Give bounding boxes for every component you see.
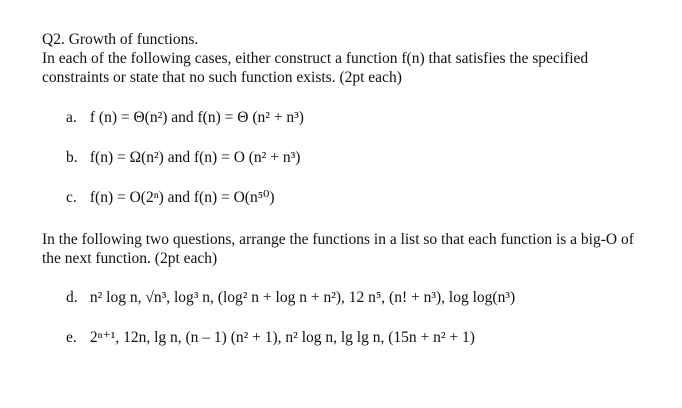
question-intro-line-2: constraints or state that no such function exists. (2pt each) <box>42 69 402 86</box>
item-label: c. <box>66 189 77 206</box>
ordering-instructions-line-1: In the following two questions, arrange the functions in a list so that each function is a big-O of <box>42 231 634 248</box>
ordering-item-d <box>66 288 515 308</box>
item-text: 2ⁿ⁺¹, 12n, lg n, (n – 1) (n² + 1), n² log n, lg lg n, (15n + n² + 1) <box>89 329 475 346</box>
item-label: b. <box>66 149 78 166</box>
item-text: f(n) = O(2ⁿ) and f(n) = O(n⁵⁰) <box>89 189 275 206</box>
constraint-item-c <box>66 188 275 208</box>
ordering-item-e <box>66 328 475 348</box>
question-intro-line-1: In each of the following cases, either construct a function f(n) that satisfies the specified <box>42 50 589 67</box>
question-heading: Q2. Growth of functions. <box>42 31 199 48</box>
constraint-item-b <box>66 148 300 168</box>
item-text: f (n) = Θ(n²) and f(n) = Θ (n² + n³) <box>89 109 304 126</box>
item-label: a. <box>66 109 77 126</box>
item-label: d. <box>66 289 78 306</box>
item-text: f(n) = Ω(n²) and f(n) = O (n² + n³) <box>89 149 301 166</box>
ordering-instructions-line-2: the next function. (2pt each) <box>42 250 218 267</box>
item-text: n² log n, √n³, log³ n, (log² n + log n + n²), 12 n⁵, (n! + n³), log log(n³) <box>89 289 516 306</box>
item-label: e. <box>66 329 77 346</box>
constraint-item-a <box>66 108 304 128</box>
